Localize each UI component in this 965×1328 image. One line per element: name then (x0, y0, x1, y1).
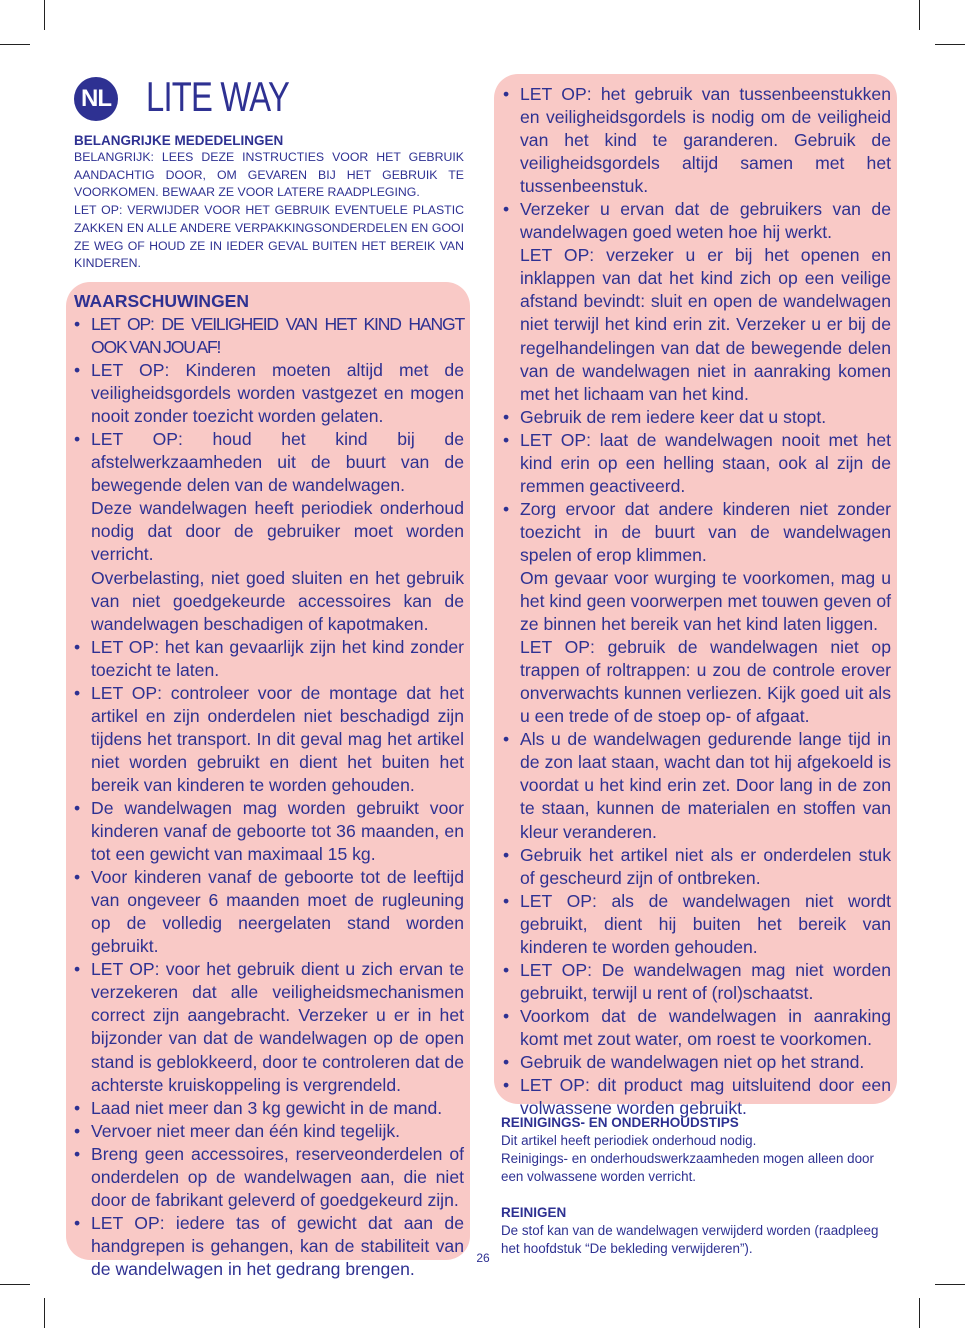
warning-item (74, 797, 464, 866)
crop-mark (44, 1298, 45, 1328)
warning-text: • Breng geen accessoires, reserveonderdelen of onderdelen op de wandelwagen aan, die niet door de fabrikant geleverd of goedgekeurd zijn. (91, 1143, 464, 1210)
warning-text: LET OP: verzeker u er bij het openen en inklappen van dat het kind zich op een veilige afstand bevindt: sluit en open de wandelwagen niet terwijl het kind erin zit. Verzeker u er bij de regelhandelingen van dat de bewegende delen van de wandelwagen niet in aanraking komen met het lichaam van het kind. (520, 245, 891, 404)
warnings-box-left (66, 282, 470, 1279)
warning-text: • LET OP: iedere tas of gewicht dat aan de handgrepen is gehangen, kan de stabiliteit van de wandelwagen in het gedrang brengen. (91, 1212, 464, 1279)
crop-mark (44, 0, 45, 30)
crop-mark (0, 1284, 30, 1285)
warning-text: • Verzeker u ervan dat de gebruikers van de wandelwagen goed weten hoe hij werkt. (520, 199, 891, 243)
warning-text: • LET OP: voor het gebruik dient u zich ervan te verzekeren dat alle veiligheidsmechanismen correct zijn aangebracht. Verzeker u er in het bijzonder van dat de wandelwagen op de open stand is geblokkeerd, door te controleren dat de achterste kruiskoppeling is vergrendeld. (91, 959, 464, 1095)
warning-item (503, 844, 891, 890)
warning-text: • Als u de wandelwagen gedurende lange tijd in de zon laat staan, wacht dan tot hij afgekoeld is voordat u het kind erin zet. Door lang in de zon te staan, kunnen de materialen en stoffen van kleur veranderen. (520, 729, 891, 842)
crop-mark (935, 1284, 965, 1285)
warning-text: • Voorkom dat de wandelwagen in aanraking komt met zout water, om roest te voorkomen. (520, 1005, 891, 1049)
warning-item (74, 1097, 464, 1120)
warning-item (74, 958, 464, 1096)
warning-text: • LET OP: het gebruik van tussenbeenstukken en veiligheidsgordels is nodig om de veiligheid van het kind te garanderen. Gebruik de veiligheidsgordels altijd samen met het tussenbeenstuk. (520, 84, 891, 197)
warning-text: • LET OP: dit product mag uitsluitend door een volwassene worden gebruikt. (520, 1075, 891, 1119)
care-section (501, 1114, 893, 1258)
warning-text: • Voor kinderen vanaf de geboorte tot de leeftijd van ongeveer 6 maanden moet de rugleuning op de volledig neergelaten stand worden gebruikt. (91, 867, 464, 957)
product-title: LITE WAY (146, 73, 290, 120)
cleaning-heading: REINIGEN (501, 1205, 567, 1220)
cleaning-text: De stof kan van de wandelwagen verwijderd worden (raadpleeg het hoofdstuk “De bekleding verwijderen”). (501, 1223, 879, 1256)
warning-text: • Gebruik de rem iedere keer dat u stopt. (520, 406, 827, 427)
warning-item (503, 406, 891, 429)
warning-text: Deze wandelwagen heeft periodiek onderhoud nodig dat door de gebruiker moet worden verricht. (91, 498, 464, 565)
notice-paragraph: BELANGRIJK: LEES DEZE INSTRUCTIES VOOR HET GEBRUIK AANDACHTIG DOOR, OM GEVAREN BIJ HET GEBRUIK TE VOORKOMEN. BEWAAR ZE VOOR LATERE RAADPLEGING. (74, 150, 464, 200)
important-notices (74, 132, 464, 273)
warning-text: • Gebruik het artikel niet als er onderdelen stuk of gescheurd zijn of ontbreken. (520, 844, 891, 888)
warning-item (74, 682, 464, 797)
warning-item (503, 1051, 891, 1074)
warning-text: • Vervoer niet meer dan één kind tegelijk. (91, 1120, 401, 1141)
care-text: Reinigings- en onderhoudswerkzaamheden mogen alleen door een volwassene worden verricht. (501, 1151, 874, 1184)
warnings-heading: WAARSCHUWINGEN (74, 291, 249, 311)
warning-text: • Zorg ervoor dat andere kinderen niet zonder toezicht in de buurt van de wandelwagen spelen of erop klimmen. (520, 498, 891, 565)
warnings-box-right (494, 74, 897, 1119)
warning-item (74, 359, 464, 428)
warning-text: • LET OP: DE VEILIGHEID VAN HET KIND HANGT OOK VAN JOU AF! (91, 314, 464, 358)
warning-text: • Laad niet meer dan 3 kg gewicht in de mand. (91, 1097, 443, 1118)
warning-item (503, 198, 891, 405)
warning-text: • LET OP: De wandelwagen mag niet worden gebruikt, terwijl u rent of (rol)schaatst. (520, 959, 891, 1003)
warning-text: • LET OP: Kinderen moeten altijd met de veiligheidsgordels worden vastgezet en mogen nooit zonder toezicht worden gelaten. (91, 360, 464, 427)
warning-item (503, 959, 891, 1005)
warning-item (74, 313, 464, 359)
warning-item (74, 1143, 464, 1212)
crop-mark (919, 0, 920, 30)
warning-item (503, 1005, 891, 1051)
warning-text: • Gebruik de wandelwagen niet op het strand. (520, 1051, 865, 1072)
warning-text: • LET OP: als de wandelwagen niet wordt gebruikt, dient hij buiten het bereik van kinderen te worden gehouden. (520, 890, 891, 957)
warning-text: • LET OP: laat de wandelwagen nooit met het kind erin op een helling staan, ook al zijn de remmen geactiveerd. (520, 429, 891, 496)
language-badge: NL (74, 77, 118, 121)
warning-text: • De wandelwagen mag worden gebruikt voor kinderen vanaf de geboorte tot 36 maanden, en tot een gewicht van maximaal 15 kg. (91, 797, 464, 865)
crop-mark (919, 1298, 920, 1328)
warning-item (74, 1212, 464, 1281)
warning-item (503, 429, 891, 498)
warning-text: • LET OP: houd het kind bij de afstelwerkzaamheden uit de buurt van de bewegende delen van de wandelwagen. (91, 429, 464, 496)
warning-item (74, 636, 464, 682)
warning-item (503, 498, 891, 728)
crop-mark (0, 44, 30, 45)
crop-mark (935, 44, 965, 45)
warning-item (74, 1120, 464, 1143)
warning-text: LET OP: gebruik de wandelwagen niet op trappen of roltrappen: u zou de controle erover onverwachts kunnen verliezen. Kijk goed uit als u een trede of de stoep op- of afgaat. (520, 637, 891, 727)
care-heading: REINIGINGS- EN ONDERHOUDSTIPS (501, 1115, 739, 1130)
warning-item (503, 890, 891, 959)
warning-item (74, 866, 464, 958)
warning-item (74, 428, 464, 635)
warning-item (503, 83, 891, 198)
notice-paragraph: LET OP: VERWIJDER VOOR HET GEBRUIK EVENTUELE PLASTIC ZAKKEN EN ALLE ANDERE VERPAKKINGSONDERDELEN EN GOOI ZE WEG OF HOUD ZE IN IEDER GEVAL BUITEN HET BEREIK VAN KINDEREN. (74, 203, 464, 271)
warning-item (503, 728, 891, 843)
page-number: 26 (476, 1251, 490, 1265)
warning-text: • LET OP: controleer voor de montage dat het artikel en zijn onderdelen niet beschadigd zijn tijdens het transport. In dit geval mag het artikel niet worden gebruikt en dient het buiten het bereik van kinderen te worden gehouden. (91, 682, 464, 795)
care-text: Dit artikel heeft periodiek onderhoud nodig. (501, 1133, 757, 1148)
warnings-list-right (503, 83, 891, 1120)
warnings-list-left (74, 313, 464, 1281)
warning-text: • LET OP: het kan gevaarlijk zijn het kind zonder toezicht te laten. (91, 636, 464, 680)
warning-text: Om gevaar voor wurging te voorkomen, mag u het kind geen voorwerpen met touwen geven of ze binnen het bereik van het kind laten liggen. (520, 567, 891, 635)
warning-text: Overbelasting, niet goed sluiten en het gebruik van niet goedgekeurde accessoires kan de wandelwagen beschadigen of kapotmaken. (91, 567, 464, 634)
notices-heading: BELANGRIJKE MEDEDELINGEN (74, 133, 284, 148)
